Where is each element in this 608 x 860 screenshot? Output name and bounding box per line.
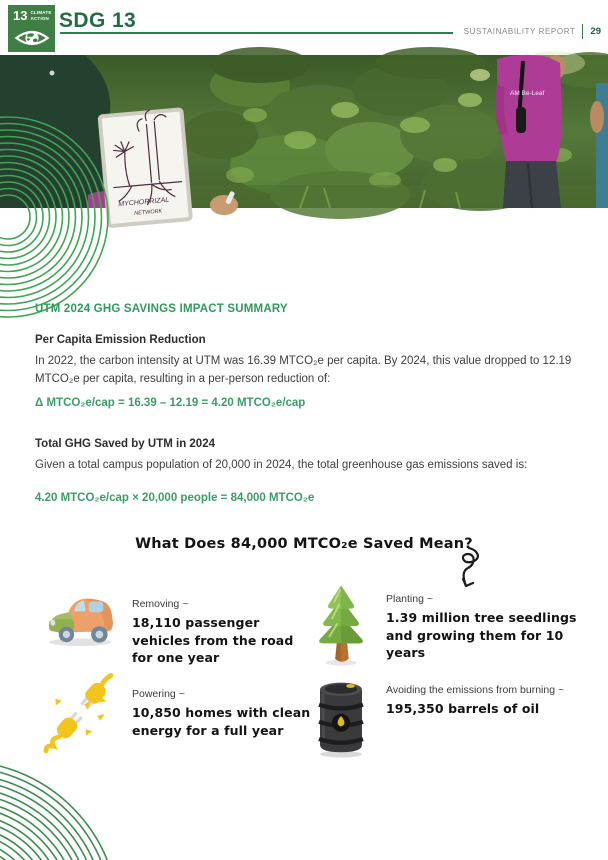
plug-icon [40, 678, 120, 752]
whiteboard-text-line2: NETWORK [133, 208, 163, 217]
header-right [464, 24, 601, 39]
total-ghg-title: Total GHG Saved by UTM in 2024 [35, 438, 215, 450]
hand [210, 195, 238, 215]
section-heading: UTM 2024 GHG SAVINGS IMPACT SUMMARY [35, 303, 288, 315]
oil-barrel-icon [308, 676, 374, 758]
forest-scene [0, 55, 608, 217]
equivalent-value: 10,850 homes with clean energy for a full year [132, 705, 311, 738]
report-label: SUSTAINABILITY REPORT [463, 27, 576, 36]
equivalent-text [386, 583, 594, 662]
equivalent-item-oil [308, 676, 600, 758]
equivalent-value: 1.39 million tree seedlings and growing them for 10 years [386, 610, 577, 660]
per-capita-body: In 2022, the carbon intensity at UTM was 16.39 MTCO₂e per capita. By 2024, this value dropped to 12.19 MTCO₂e per capita, resulting in a per-person reduction of: [35, 355, 572, 385]
header-rule [60, 32, 453, 34]
field-photo [0, 55, 608, 217]
equivalents-heading: What Does 84,000 MTCO₂e Saved Mean? [135, 536, 473, 552]
page-title: SDG 13 [59, 9, 137, 32]
equivalent-prefix: Planting ~ [386, 593, 433, 605]
equivalent-item-vehicles [40, 588, 312, 667]
equivalent-text [386, 676, 564, 718]
equivalent-prefix: Avoiding the emissions from burning ~ [386, 684, 565, 696]
equivalent-prefix: Removing ~ [132, 598, 189, 610]
sdg-goal-label: CLIMATE ACTION [30, 10, 52, 21]
shirt-text: AM Be-Leaf [510, 90, 545, 97]
sdg13-logo-top [8, 5, 55, 22]
sdg-number: 13 [13, 8, 28, 23]
header-divider [582, 24, 583, 39]
photo-person-right [495, 55, 566, 208]
total-ghg-body: Given a total campus population of 20,000 in 2024, the total greenhouse gas emissions saved is: [35, 459, 528, 471]
decorative-rings-bottom [0, 770, 180, 860]
whiteboard-text-line1: MYCHORRIZAL [118, 196, 170, 209]
page-number: 29 [590, 26, 601, 37]
equivalent-text [132, 678, 312, 739]
tree-icon [308, 583, 374, 667]
per-capita-formula: Δ MTCO₂e/cap = 16.39 – 12.19 = 4.20 MTCO₂e/cap [35, 397, 306, 409]
total-ghg-formula: 4.20 MTCO₂e/cap × 20,000 people = 84,000 MTCO₂e [35, 492, 315, 504]
equivalent-prefix: Powering ~ [132, 688, 185, 700]
equivalent-item-homes [40, 678, 312, 752]
equivalent-value: 18,110 passenger vehicles from the road for one year [132, 615, 294, 665]
sdg13-eye-icon [13, 27, 51, 49]
whiteboard [99, 107, 190, 226]
equivalent-item-trees [308, 583, 594, 667]
car-icon [40, 588, 120, 648]
per-capita-title: Per Capita Emission Reduction [35, 334, 206, 346]
equivalent-text [132, 588, 312, 667]
sdg13-logo [8, 5, 55, 52]
equivalent-value: 195,350 barrels of oil [386, 701, 540, 716]
